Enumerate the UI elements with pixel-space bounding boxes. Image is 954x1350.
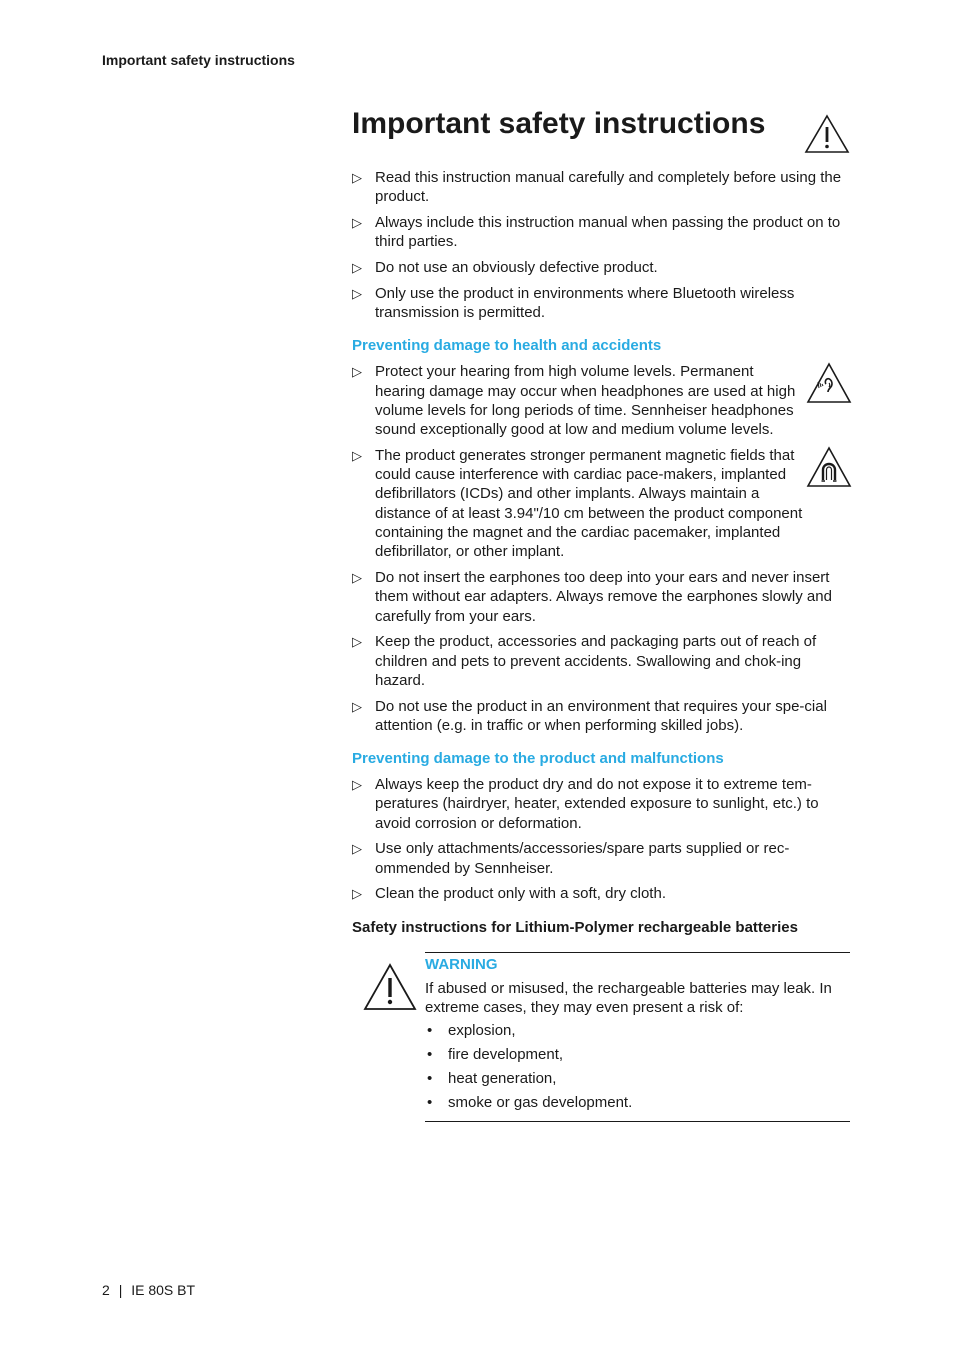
- main-content: [352, 100, 852, 1122]
- running-header: Important safety instructions: [102, 52, 295, 68]
- bullet-icon: ▷: [352, 886, 362, 902]
- footer-separator: |: [118, 1282, 123, 1298]
- list-item: ▷ Do not use the product in an environment that requires your spe-cial attention (e.g. in traffic or when performing skilled jobs).: [352, 697, 827, 734]
- dot-bullet: •: [427, 1046, 433, 1064]
- magnet-hazard-icon: [806, 446, 852, 488]
- model-name: IE 80S BT: [131, 1282, 196, 1298]
- list-item: ▷ Do not use an obviously defective product.: [352, 258, 658, 276]
- list-item: ▷ Read this instruction manual carefully and completely before using the product.: [352, 169, 842, 206]
- bullet-icon: ▷: [352, 285, 362, 301]
- warning-label: WARNING: [425, 955, 498, 973]
- list-item: • smoke or gas development.: [425, 1091, 850, 1115]
- list-item: ▷ Always keep the product dry and do not expose it to extreme tem-peratures (hairdryer, heater, extended exposure to sunlight, etc.) to avoid corrosion or deformation.: [352, 776, 819, 832]
- dot-bullet: •: [427, 1094, 433, 1112]
- page-number: 2: [102, 1282, 110, 1298]
- section-heading-battery: Safety instructions for Lithium-Polymer rechargeable batteries: [352, 918, 798, 936]
- bullet-icon: ▷: [352, 259, 362, 275]
- bullet-icon: ▷: [352, 447, 362, 463]
- section-heading-health: Preventing damage to health and accidents: [352, 337, 662, 355]
- bullet-icon: ▷: [352, 170, 362, 185]
- warning-triangle-icon: [363, 963, 417, 1011]
- section-heading-product: Preventing damage to the product and malfunctions: [352, 750, 724, 768]
- warning-text: If abused or misused, the rechargeable batteries may leak. In extreme cases, they may even present a risk of:: [425, 979, 832, 1017]
- bullet-icon: ▷: [352, 634, 362, 650]
- hearing-hazard-icon: [806, 362, 852, 404]
- list-item: ▷ Clean the product only with a soft, dry cloth.: [352, 885, 666, 903]
- warning-triangle-icon: [804, 114, 850, 154]
- page-footer: [102, 1282, 195, 1298]
- bullet-icon: ▷: [352, 364, 362, 380]
- risk-list: [425, 1019, 850, 1115]
- list-item: ▷ Protect your hearing from high volume levels. Permanent hearing damage may occur when headphones are used at high volume levels for long periods of time. Sennheiser headphones sound exceptionally good at low and medium volume levels.: [352, 362, 852, 439]
- list-item: ▷ Use only attachments/accessories/spare parts supplied or rec-ommended by Sennheiser.: [352, 840, 790, 877]
- title-row: [352, 100, 852, 162]
- intro-list: [352, 168, 852, 322]
- list-item: ▷ The product generates stronger permanent magnetic fields that could cause interference with cardiac pace-makers, implanted defibrillators (ICDs) and other implants. Always maintain a distance of at least 3.94"/10 cm between the product component containing the magnet and the cardiac pacemaker, implanted defibrillator, or other implant.: [352, 446, 852, 562]
- bullet-icon: ▷: [352, 841, 362, 857]
- bullet-icon: ▷: [352, 214, 362, 230]
- list-item: ▷ Do not insert the earphones too deep into your ears and never insert them without ear adapters. Always remove the earphones slowly and carefully from your ears.: [352, 569, 832, 625]
- product-list: [352, 775, 852, 904]
- list-item: ▷ Always include this instruction manual when passing the product on to third parties.: [352, 213, 841, 251]
- dot-bullet: •: [427, 1022, 433, 1040]
- list-item: • explosion,: [425, 1019, 850, 1043]
- list-item: ▷ Keep the product, accessories and packaging parts out of reach of children and pets to prevent accidents. Swallowing and chok-ing hazard.: [352, 633, 817, 689]
- page-title: Important safety instructions: [352, 107, 766, 140]
- list-item: ▷ Only use the product in environments where Bluetooth wireless transmission is permitted.: [352, 284, 795, 321]
- dot-bullet: •: [427, 1070, 433, 1088]
- bullet-icon: ▷: [352, 570, 362, 585]
- health-list: [352, 362, 852, 735]
- warning-box: [425, 952, 850, 1123]
- list-item: • heat generation,: [425, 1067, 850, 1091]
- bullet-icon: ▷: [352, 698, 362, 714]
- bullet-icon: ▷: [352, 777, 362, 793]
- list-item: • fire development,: [425, 1043, 850, 1067]
